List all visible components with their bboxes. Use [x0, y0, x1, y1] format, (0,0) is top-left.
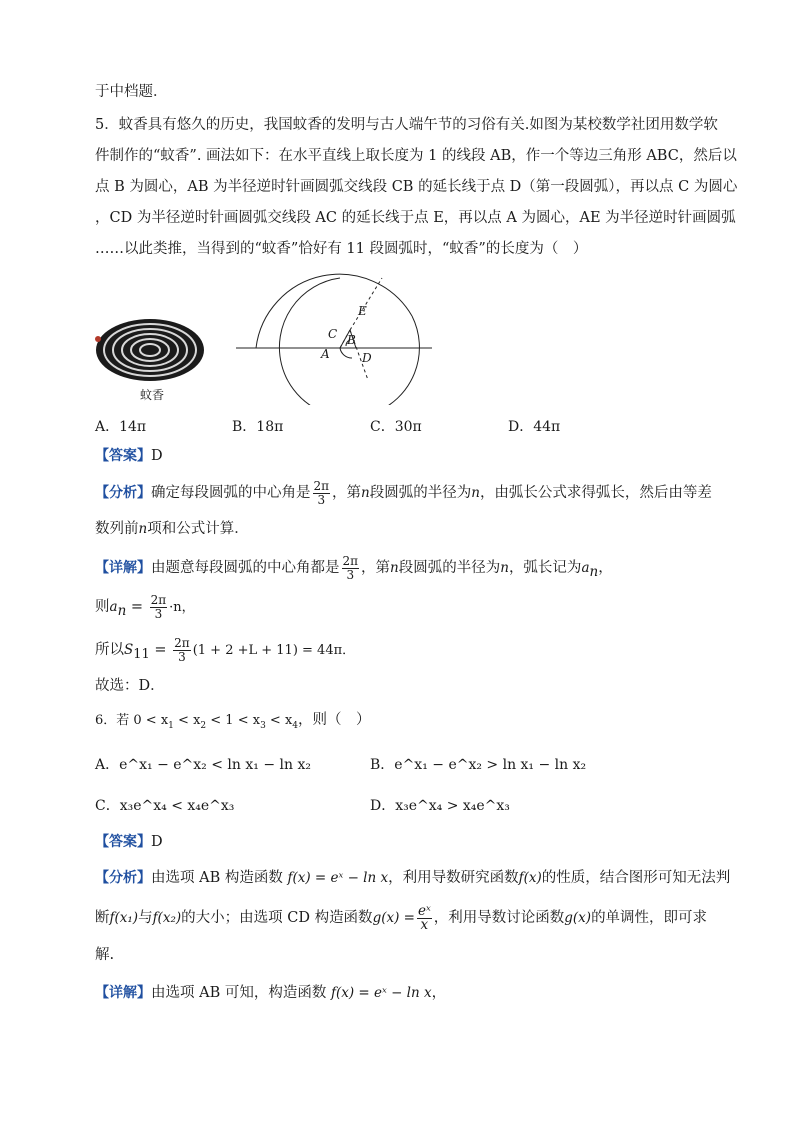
math-op: = [149, 642, 172, 658]
option-d: D．44π [508, 419, 561, 435]
math-expr: f(x₂) [152, 910, 182, 926]
fraction [173, 637, 191, 664]
q6-analysis-line-3: 解. [95, 947, 115, 963]
q5-stem-line-1: 5．蚊香具有悠久的历史，我国蚊香的发明与古人端午节的习俗有关.如图为某校数学社团用数学软 [95, 117, 718, 133]
option-b: B．18π [232, 419, 284, 435]
text: < x [265, 713, 293, 728]
fraction-numerator: 2π [150, 592, 167, 607]
detail-tag: 【详解】 [95, 560, 151, 576]
point-label-d: D [362, 351, 372, 365]
q5-answer [95, 446, 163, 466]
q5-analysis-line-1 [95, 478, 712, 508]
point-label-c: C [328, 327, 338, 341]
text: 由选项 AB 构造函数 [151, 870, 288, 886]
option-a: A．e^x₁ − e^x₂ < ln x₁ − ln x₂ [95, 757, 311, 773]
math-subscript: 11 [133, 646, 150, 662]
fraction [313, 480, 331, 507]
math-expr: f(x) = eˣ − ln x [287, 870, 389, 886]
q5-stem-line-5: ……以此类推，当得到的“蚊香”恰好有 11 段圆弧时，“蚊香”的长度为（ ） [95, 241, 588, 257]
answer-tag: 【答案】 [95, 834, 151, 850]
q6-analysis-line-1 [95, 868, 730, 888]
q6-detail-line-1 [95, 983, 446, 1003]
text: ，利用导数讨论函数 [433, 910, 565, 926]
text: < 1 < x [206, 713, 261, 728]
text-line: 于中档题． [95, 84, 168, 100]
q6-stem [95, 710, 371, 736]
point-label-b: B [347, 333, 356, 347]
q5-stem-line-3: 点 B 为圆心，AB 为半径逆时针画圆弧交线段 CB 的延长线于点 D（第一段圆弧），再以点 C 为圆心 [95, 179, 738, 195]
point-label-e: E [358, 304, 367, 318]
math-expr: g(x) = [372, 910, 415, 926]
text: ，第 [361, 560, 391, 576]
text: 项和公式计算． [147, 521, 249, 537]
analysis-tag: 【分析】 [95, 485, 151, 501]
analysis-tag: 【分析】 [95, 870, 151, 886]
text: 段圆弧的半径为 [398, 560, 501, 576]
option-b: B．e^x₁ − e^x₂ > ln x₁ − ln x₂ [370, 757, 587, 773]
q5-detail-line-3 [95, 635, 355, 670]
option-c: C．x₃e^x₄ < x₄e^x₃ [95, 798, 235, 814]
text: 段圆弧的半径为 [369, 485, 472, 501]
q5-detail-line-2 [95, 592, 195, 626]
math-text: ·n， [169, 600, 195, 615]
math-var: S [124, 642, 134, 658]
q5-stem-line-2: 件制作的“蚊香”. 画法如下：在水平直线上取长度为 1 的线段 AB，作一个等边三角形 ABC，然后以 [95, 148, 737, 164]
q6-analysis-line-2 [95, 903, 707, 933]
q5-conclusion: 故选：D． [95, 678, 165, 694]
math-subscript: 3 [260, 720, 266, 731]
text: < x [173, 713, 201, 728]
fraction-denominator: x [420, 916, 429, 933]
fraction-numerator: 2π [342, 553, 359, 568]
math-var: a [109, 599, 118, 615]
q6-answer [95, 832, 163, 852]
text: 由题意每段圆弧的中心角都是 [151, 560, 340, 576]
text: 数列前 [95, 521, 139, 537]
option-c: C．30π [370, 419, 422, 435]
text: 则 [95, 599, 110, 615]
math-var: a [581, 560, 590, 576]
math-text: (1 + 2 +L + 11) = 44π． [192, 643, 356, 658]
fraction-denominator: 3 [154, 606, 163, 621]
fraction-numerator: 2π [313, 478, 330, 493]
q5-stem-line-4: ，CD 为半径逆时针画圆弧交线段 AC 的延长线于点 E，再以点 A 为圆心，AE 为半径逆时针画圆弧 [95, 210, 736, 226]
math-subscript: n [589, 563, 599, 580]
fraction-numerator: eˣ [417, 902, 431, 919]
text: ， [431, 985, 447, 1001]
text: 断 [95, 910, 110, 926]
math-var: n [138, 521, 148, 537]
fraction [417, 902, 432, 933]
fraction [150, 594, 168, 621]
text: 与 [138, 910, 153, 926]
answer-tag: 【答案】 [95, 448, 151, 464]
figure-caption: 蚊香 [140, 388, 165, 402]
text: 6．若 0 < x [95, 713, 169, 728]
math-subscript: 1 [168, 720, 174, 731]
math-var: n [471, 485, 480, 501]
text: 确定每段圆弧的中心角是 [151, 485, 311, 501]
math-subscript: 2 [200, 720, 207, 731]
answer-value: D [151, 834, 163, 850]
detail-tag: 【详解】 [95, 985, 151, 1001]
math-subscript: 4 [292, 720, 299, 731]
fraction [342, 555, 360, 582]
fraction-denominator: 3 [178, 649, 186, 664]
math-var: n [500, 560, 509, 576]
fraction-numerator: 2π [174, 635, 190, 650]
math-op: = [126, 599, 148, 615]
math-expr: g(x) [564, 910, 592, 926]
text: 的性质，结合图形可知无法判 [541, 870, 731, 886]
option-a: A．14π [95, 419, 147, 435]
math-var: n [361, 485, 370, 501]
math-var: n [390, 560, 399, 576]
q5-detail-line-1 [95, 553, 613, 587]
text: ，则（ ） [298, 712, 371, 728]
text: ，弧长记为 [508, 560, 582, 576]
text: 由选项 AB 可知，构造函数 [151, 985, 331, 1001]
text: 所以 [95, 642, 124, 658]
fraction-denominator: 3 [317, 492, 326, 507]
text: ，利用导数研究函数 [388, 870, 519, 886]
math-expr: f(x₁) [109, 910, 139, 926]
text: ，第 [332, 485, 362, 501]
text: ， [598, 560, 613, 576]
mosquito-coil-image [92, 315, 212, 385]
answer-value: D [151, 448, 163, 464]
text: ，由弧长公式求得弧长，然后由等差 [479, 485, 712, 501]
option-d: D．x₃e^x₄ > x₄e^x₃ [370, 798, 510, 814]
q5-analysis-line-2 [95, 519, 249, 539]
text: 的单调性，即可求 [591, 910, 708, 926]
math-subscript: n [117, 602, 127, 619]
math-expr: f(x) [518, 870, 542, 886]
text: 的大小；由选项 CD 构造函数 [181, 910, 373, 926]
point-label-a: A [321, 347, 330, 361]
fraction-denominator: 3 [346, 567, 355, 582]
math-expr: f(x) = eˣ − ln x [330, 985, 432, 1001]
